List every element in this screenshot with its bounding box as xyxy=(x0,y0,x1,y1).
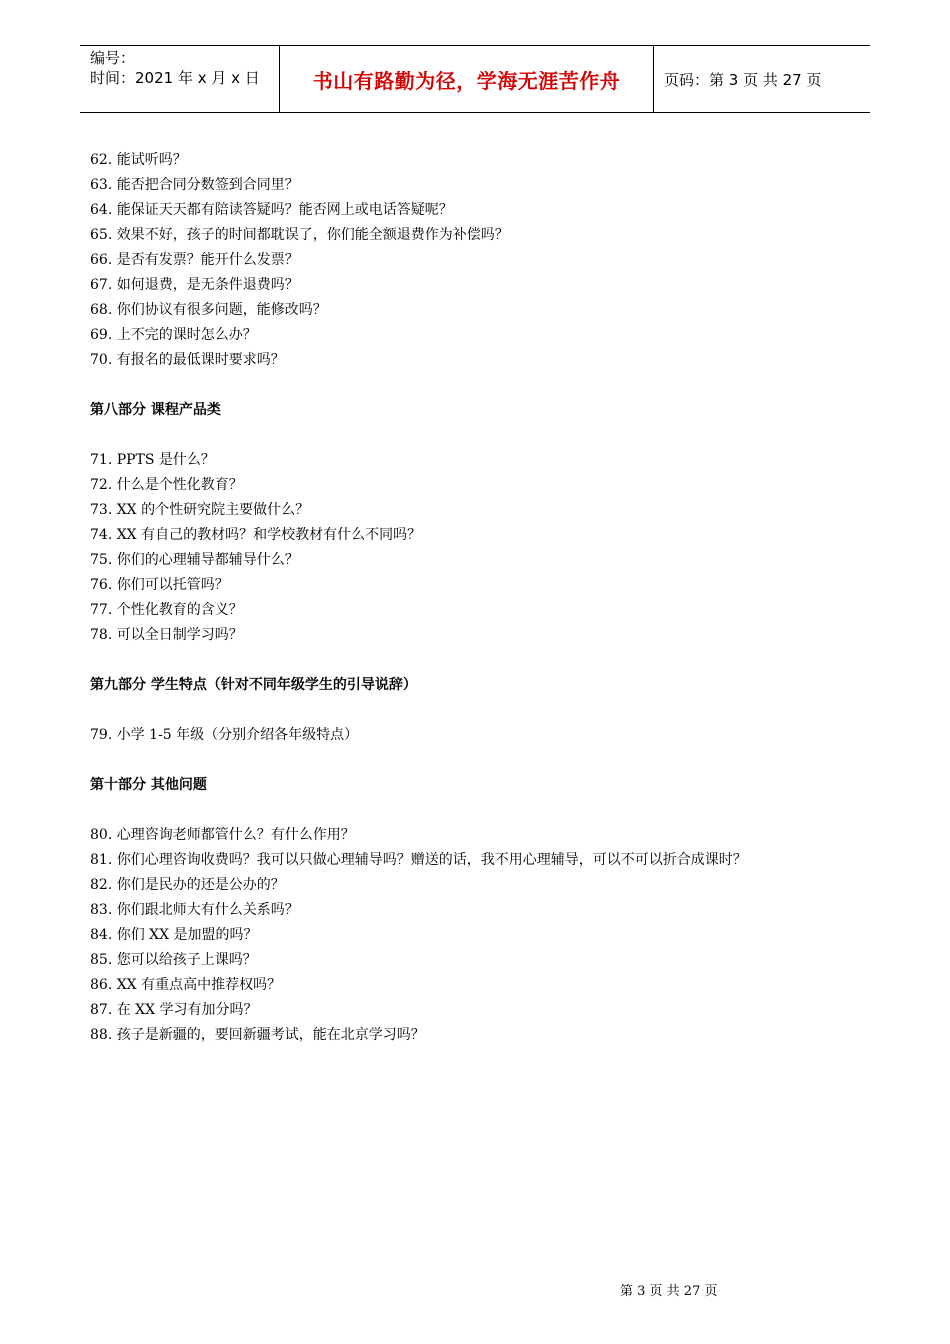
question-list-part10 xyxy=(90,824,880,1049)
page-header xyxy=(80,45,870,113)
footer-page-number: 第 3 页 共 27 页 xyxy=(620,1284,718,1299)
list-item: 83. 你们跟北师大有什么关系吗？ xyxy=(90,902,299,918)
list-item: 67. 如何退费，是无条件退费吗？ xyxy=(90,277,299,293)
list-item: 88. 孩子是新疆的，要回新疆考试，能在北京学习吗？ xyxy=(90,1027,425,1043)
list-item: 77. 个性化教育的含义？ xyxy=(90,602,243,618)
list-item: 80. 心理咨询老师都管什么？有什么作用？ xyxy=(90,827,355,843)
spacer xyxy=(90,424,880,449)
list-item: 78. 可以全日制学习吗？ xyxy=(90,627,243,643)
list-item: 70. 有报名的最低课时要求吗？ xyxy=(90,352,285,368)
list-item: 74. XX 有自己的教材吗？和学校教材有什么不同吗？ xyxy=(90,527,422,543)
header-meta xyxy=(80,46,280,112)
list-item: 69. 上不完的课时怎么办？ xyxy=(90,327,257,343)
list-item: 68. 你们协议有很多问题，能修改吗？ xyxy=(90,302,327,318)
header-motto: 书山有路勤为径，学海无涯苦作舟 xyxy=(280,46,654,112)
question-list-part9 xyxy=(90,724,880,749)
spacer xyxy=(90,749,880,774)
list-item: 75. 你们的心理辅导都辅导什么？ xyxy=(90,552,299,568)
question-list-part8 xyxy=(90,449,880,649)
list-item: 84. 你们 XX 是加盟的吗？ xyxy=(90,927,258,943)
list-item: 66. 是否有发票？能开什么发票？ xyxy=(90,252,299,268)
header-time-label: 时间：2021 年 x 月 x 日 xyxy=(90,69,260,87)
list-item: 79. 小学 1-5 年级（分别介绍各年级特点） xyxy=(90,727,359,743)
spacer xyxy=(90,649,880,674)
spacer xyxy=(90,799,880,824)
list-item: 63. 能否把合同分数签到合同里？ xyxy=(90,177,299,193)
list-item: 81. 你们心理咨询收费吗？我可以只做心理辅导吗？赠送的话，我不用心理辅导，可以不可以折合成课时？ xyxy=(90,852,747,868)
list-item: 73. XX 的个性研究院主要做什么？ xyxy=(90,502,310,518)
section-heading-9: 第九部分 学生特点（针对不同年级学生的引导说辞） xyxy=(90,677,417,693)
section-heading-10: 第十部分 其他问题 xyxy=(90,777,207,793)
section-heading-8: 第八部分 课程产品类 xyxy=(90,402,221,418)
header-page-info: 页码：第 3 页 共 27 页 xyxy=(664,70,822,89)
list-item: 62. 能试听吗？ xyxy=(90,152,187,168)
list-item: 87. 在 XX 学习有加分吗？ xyxy=(90,1002,258,1018)
list-item: 82. 你们是民办的还是公办的？ xyxy=(90,877,285,893)
list-item: 64. 能保证天天都有陪读答疑吗？能否网上或电话答疑呢？ xyxy=(90,202,453,218)
list-item: 76. 你们可以托管吗？ xyxy=(90,577,229,593)
document-body xyxy=(90,149,880,1049)
spacer xyxy=(90,374,880,399)
list-item: 85. 您可以给孩子上课吗？ xyxy=(90,952,257,968)
spacer xyxy=(90,699,880,724)
header-number-label: 编号： xyxy=(90,49,136,67)
list-item: 71. PPTS 是什么？ xyxy=(90,452,215,468)
list-item: 65. 效果不好，孩子的时间都耽误了，你们能全额退费作为补偿吗？ xyxy=(90,227,509,243)
list-item: 72. 什么是个性化教育？ xyxy=(90,477,243,493)
list-item: 86. XX 有重点高中推荐权吗？ xyxy=(90,977,282,993)
question-list-part7 xyxy=(90,149,880,374)
